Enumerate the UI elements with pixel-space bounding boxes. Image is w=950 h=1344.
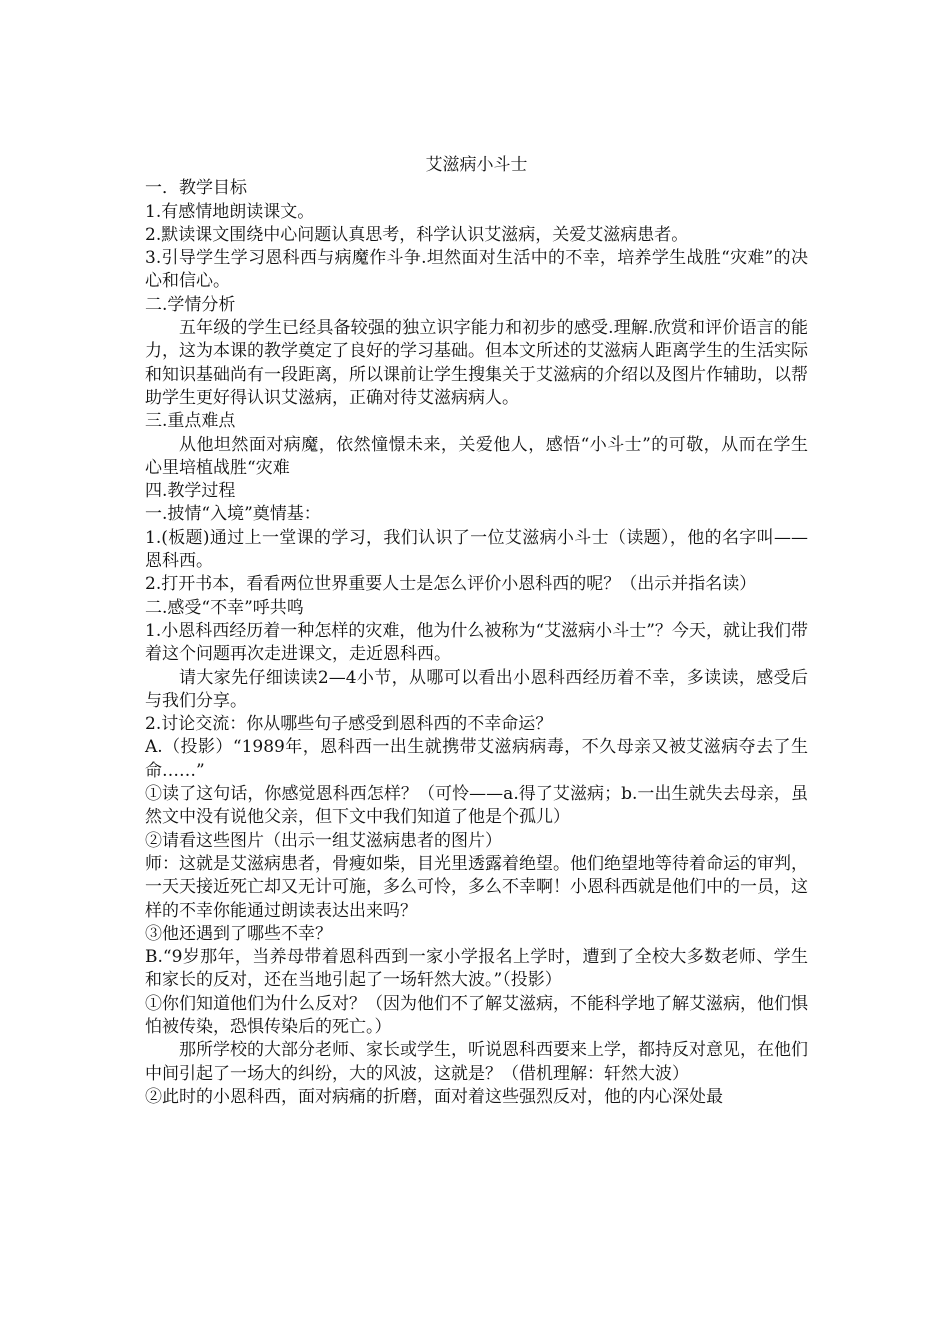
paragraph: A.（投影）“1989年，恩科西一出生就携带艾滋病病毒，不久母亲又被艾滋病夺去了生命……”	[145, 737, 808, 781]
paragraph: 二.学情分析	[145, 294, 236, 315]
paragraph: 2.打开书本，看看两位世界重要人士是怎么评价小恩科西的呢？（出示并指名读）	[145, 574, 757, 595]
paragraph: 1.(板题)通过上一堂课的学习，我们认识了一位艾滋病小斗士（读题），他的名字叫——恩科西。	[145, 527, 808, 572]
paragraph: 2.讨论交流：你从哪些句子感受到恩科西的不幸命运？	[145, 714, 553, 735]
paragraph: B.“9岁那年，当养母带着恩科西到一家小学报名上学时，遭到了全校大多数老师、学生和家长的反对，还在当地引起了一场轩然大波。”（投影）	[145, 947, 808, 991]
paragraph: 师：这就是艾滋病患者，骨瘦如柴，目光里透露着绝望。他们绝望地等待着命运的审判，一天天接近死亡却又无计可施，多么可怜，多么不幸啊！小恩科西就是他们中的一员，这样的不幸你能通过朗读表达出来吗？	[145, 853, 808, 921]
paragraph: ②请看这些图片（出示一组艾滋病患者的图片）	[145, 830, 502, 851]
paragraph: 1.小恩科西经历着一种怎样的灾难，他为什么被称为“艾滋病小斗士”？今天，就让我们带着这个问题再次走进课文，走近恩科西。	[145, 620, 808, 665]
paragraph: 3.引导学生学习恩科西与病魔作斗争.坦然面对生活中的不幸，培养学生战胜“灾难”的决心和信心。	[145, 248, 808, 292]
paragraph: 那所学校的大部分老师、家长或学生，听说恩科西要来上学，都持反对意见，在他们中间引起了一场大的纠纷，大的风波，这就是？（借机理解：轩然大波）	[145, 1040, 808, 1084]
page-title: 艾滋病小斗士	[425, 155, 528, 175]
paragraph: 四.教学过程	[145, 481, 236, 502]
paragraph: 一．教学目标	[145, 178, 247, 199]
paragraph: 请大家先仔细读读2—4小节，从哪可以看出小恩科西经历着不幸，多读读，感受后与我们分享。	[145, 667, 808, 711]
document-body	[145, 177, 808, 1109]
paragraph: ③他还遇到了哪些不幸？	[145, 923, 332, 944]
paragraph: 二.感受“不幸”呼共鸣	[145, 597, 304, 618]
paragraph: 从他坦然面对病魔，依然憧憬未来，关爱他人，感悟“小斗士”的可敬，从而在学生心里培植战胜“灾难	[145, 434, 808, 478]
paragraph: 三.重点难点	[145, 411, 236, 432]
paragraph: 五年级的学生已经具备较强的独立识字能力和初步的感受.理解.欣赏和评价语言的能力，这为本课的教学奠定了良好的学习基础。但本文所述的艾滋病人距离学生的生活实际和知识基础尚有一段距离，所以课前让学生搜集关于艾滋病的介绍以及图片作辅助，以帮助学生更好得认识艾滋病，正确对待艾滋病病人。	[145, 318, 808, 408]
paragraph: 1.有感情地朗读课文。	[145, 201, 315, 222]
paragraph: ②此时的小恩科西，面对病痛的折磨，面对着这些强烈反对，他的内心深处最	[145, 1086, 723, 1107]
paragraph: 一.披情“入境”奠情基：	[145, 504, 321, 525]
paragraph: ①读了这句话，你感觉恩科西怎样？（可怜——a.得了艾滋病；b.一出生就失去母亲，虽然文中没有说他父亲，但下文中我们知道了他是个孤儿）	[145, 784, 808, 828]
document-page	[145, 154, 808, 1109]
paragraph: ①你们知道他们为什么反对？（因为他们不了解艾滋病，不能科学地了解艾滋病，他们惧怕被传染，恐惧传染后的死亡。）	[145, 993, 808, 1037]
paragraph: 2.默读课文围绕中心问题认真思考，科学认识艾滋病，关爱艾滋病患者。	[145, 224, 689, 245]
